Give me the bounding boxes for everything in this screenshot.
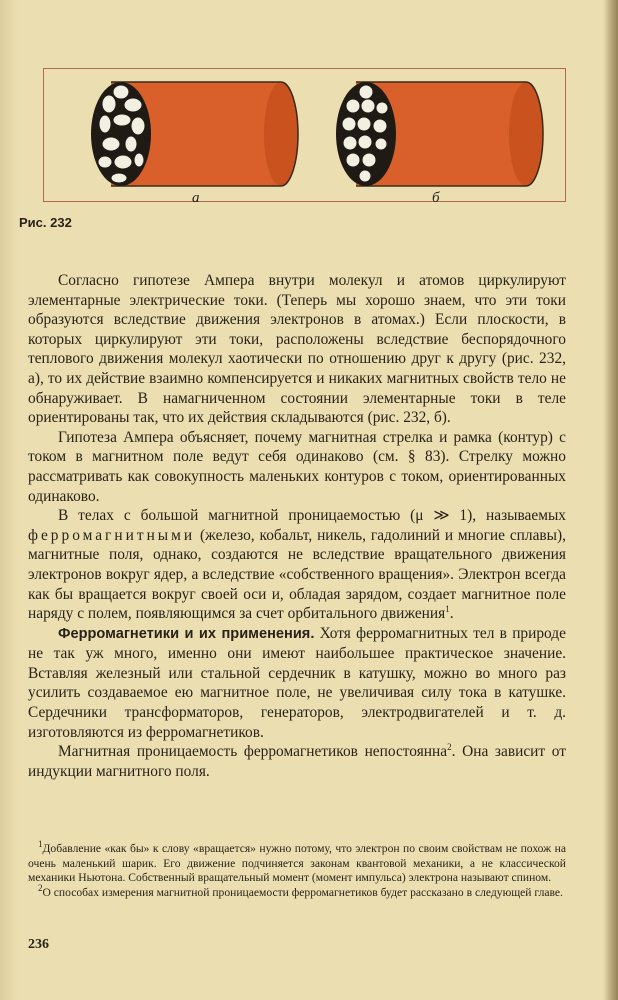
paragraph-permeability: Магнитная проницаемость ферромагнетиков непостоянна$^2$. Она зависит от индукции магнитного поля. [28,742,566,780]
footnote-1: $^1$Добавление «как бы» к слову «вращается» нужно потому, что электрон по своим свойствам не похож на очень маленький шарик. Его движение подчиняется законам квантовой механики, а не классической механики Ньютона. Собственный вращательный момент (момент импульса) электрона называют спином. [28,839,566,885]
paragraph-ferromagnetic-bodies: В телах с большой магнитной проницаемостью (μ ≫ 1), называемых ферромагнитными (железо, кобальт, никель, гадолиний и многие сплавы), магнитные поля, однако, создаются не вследствие вращательного движения электронов вокруг ядер, а вследствие «собственного вращения». Электрон всегда как бы вращается вокруг своей оси и, обладая зарядом, создает магнитное поле наряду с полем, появляющимся за счет орбитального движения$^1$. [28,507,567,623]
main-text [28,271,566,781]
page-number: 236 [28,937,49,952]
section-heading: Ферромагнетики и их применения. [58,625,315,642]
paragraph-ampere-hypothesis: Согласно гипотезе Ампера внутри молекул и атомов циркулируют элементарные электрические токи. (Теперь мы хорошо знаем, что эти токи образуются вследствие движения электронов в атомах.) Если плоскости, в которых циркулируют эти токи, расположены вследствие беспорядочного теплового движения молекул хаотически по отношению друг к другу (рис. 232, а), то их действие взаимно компенсируется и никаких магнитных свойств тело не обнаруживает. В намагниченном состоянии элементарные токи в теле ориентированы так, что их действия складываются (рис. 232, б). [28,272,566,427]
footnote-ref-1[interactable]: 1 [445,603,450,614]
page-edge-shadow [604,0,618,1000]
figure-label-a: а [192,190,200,206]
footnotes [28,839,566,900]
figure-232 [43,68,566,202]
cylinder-a [91,82,298,186]
cylinder-b [336,82,543,186]
term-ferromagnetic: ферромагнитными [28,526,196,544]
paragraph-ferromagnet-applications: Ферромагнетики и их применения. Хотя ферромагнитных тел в природе не так уж много, именно они имеют наибольшее практическое значение. Вставляя железный или стальной сердечник в катушку, можно во много раз усилить создаваемое ею магнитное поле, не увеличивая силу тока в катушке. Сердечники трансформаторов, генераторов, электродвигателей и т. д. изготовляются из ферромагнетиков. [28,624,566,741]
footnote-ref-2[interactable]: 2 [447,742,452,753]
figure-label-b: б [432,190,440,206]
paragraph-magnetic-needle: Гипотеза Ампера объясняет, почему магнитная стрелка и рамка (контур) с током в магнитном поле ведут себя одинаково (см. § 83). Стрелку можно рассматривать как совокупность маленьких контуров с током, ориентированных одинаково. [28,428,566,505]
footnote-2: $^2$О способах измерения магнитной проницаемости ферромагнетиков будет рассказано в следующей главе. [38,882,563,899]
figure-caption: Рис. 232 [19,215,72,230]
